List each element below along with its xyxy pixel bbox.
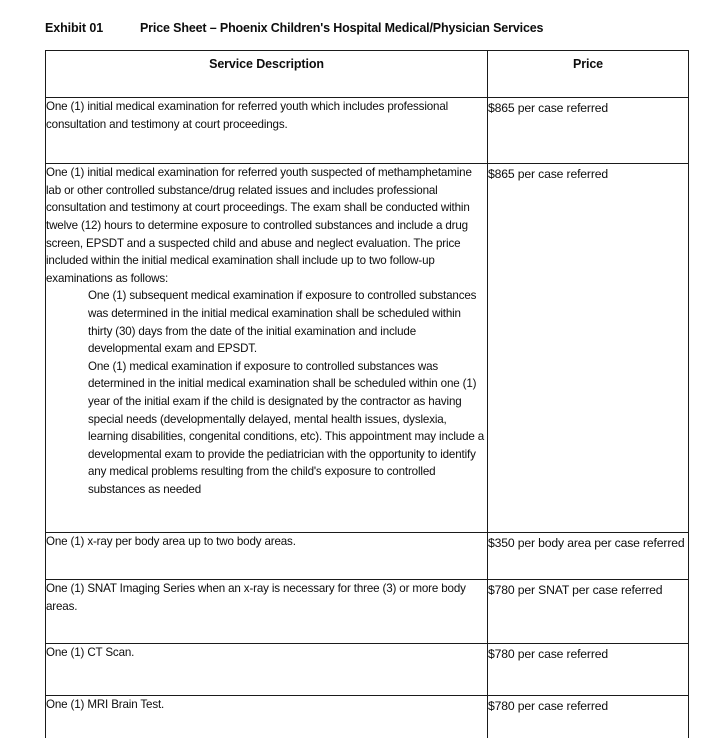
table-header-row <box>46 51 689 98</box>
price-cell: $780 per case referred <box>488 644 689 696</box>
table-row <box>46 644 689 696</box>
service-description-cell: One (1) CT Scan. <box>46 644 488 696</box>
page-title: Price Sheet – Phoenix Children's Hospital Medical/Physician Services <box>140 21 543 35</box>
table-row <box>46 533 689 580</box>
table-body <box>46 98 689 738</box>
column-header-service-description: Service Description <box>46 51 488 98</box>
service-description-cell: One (1) SNAT Imaging Series when an x-ray is necessary for three (3) or more body areas. <box>46 580 488 644</box>
price-cell: $865 per case referred <box>488 98 689 164</box>
table-row <box>46 695 689 738</box>
service-description-lead-paragraph: One (1) initial medical examination for referred youth suspected of methamphetamine lab or other controlled substance/drug related issues and includes professional consultation and testimony at court proceedings. The exam shall be conducted within twelve (12) hours to determine exposure to controlled substances and include a drug screen, EPSDT and a suspected child and abuse and neglect evaluation. The price included within the initial medical examination shall include up to two follow-up examinations as follows: <box>46 164 487 287</box>
column-header-price: Price <box>488 51 689 98</box>
exhibit-label: Exhibit 01 <box>45 21 140 35</box>
price-cell: $865 per case referred <box>488 164 689 533</box>
service-description-cell: One (1) MRI Brain Test. <box>46 695 488 738</box>
table-row <box>46 164 689 533</box>
service-description-sub-clause-2: One (1) medical examination if exposure to controlled substances was determined in the initial medical examination shall be scheduled within one (1) year of the initial exam if the child is designated by the contractor as having special needs (developmentally delayed, mental health issues, dyslexia, learning disabilities, congenital conditions, etc). This appointment may include a developmental exam to provide the pediatrician with the opportunity to identify any medical problems resulting from the child's exposure to controlled substances as needed <box>46 358 487 499</box>
document-heading <box>45 16 685 40</box>
price-cell: $780 per case referred <box>488 695 689 738</box>
service-description-cell <box>46 164 488 533</box>
table-row <box>46 98 689 164</box>
service-description-cell: One (1) initial medical examination for referred youth which includes professional consultation and testimony at court proceedings. <box>46 98 488 164</box>
table-header <box>46 51 689 98</box>
price-sheet-table <box>45 50 689 738</box>
price-cell: $780 per SNAT per case referred <box>488 580 689 644</box>
service-description-sub-clause-1: One (1) subsequent medical examination if exposure to controlled substances was determined in the initial medical examination shall be scheduled within thirty (30) days from the date of the initial examination and include developmental exam and EPSDT. <box>46 287 487 357</box>
service-description-cell: One (1) x-ray per body area up to two body areas. <box>46 533 488 580</box>
price-cell: $350 per body area per case referred <box>488 533 689 580</box>
table-row <box>46 580 689 644</box>
